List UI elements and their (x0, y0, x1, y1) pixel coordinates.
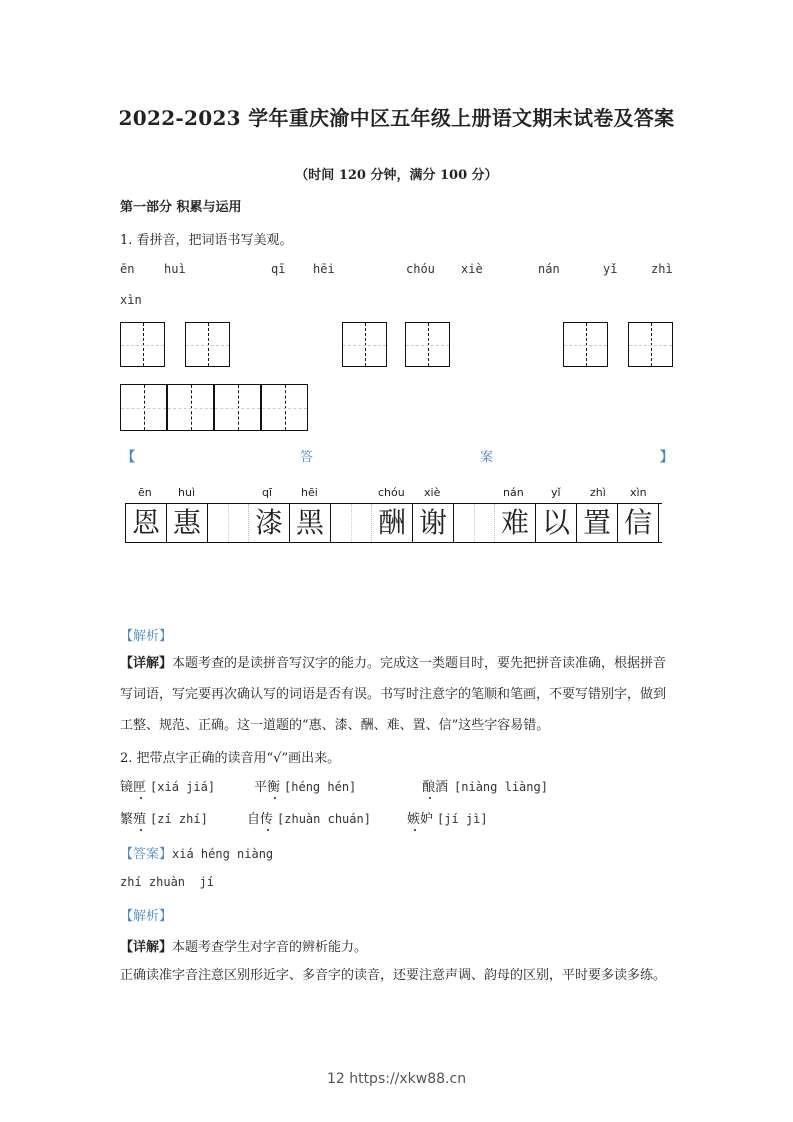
pinyin: huì (164, 262, 186, 276)
question-1-prompt: 1. 看拼音，把词语书写美观。 (120, 233, 293, 248)
pinyin: ēn (120, 262, 135, 276)
answer-char: 黑 (290, 504, 331, 542)
answer-pinyin: huì (178, 486, 195, 499)
pinyin: zhì (651, 262, 673, 276)
writing-box (185, 322, 230, 367)
pinyin: nán (538, 262, 560, 276)
answer-pinyin: ēn (138, 486, 152, 499)
pinyin: chóu (406, 262, 435, 276)
writing-box (563, 322, 608, 367)
writing-box (405, 322, 450, 367)
answer-bracket-close: 】 (660, 450, 674, 465)
dotted-char: 传 (260, 812, 274, 827)
dotted-char: 酿 (422, 780, 436, 795)
section-heading: 第一部分 积累与运用 (120, 200, 242, 215)
q2-answer (120, 843, 273, 862)
writing-box (120, 384, 167, 431)
writing-box (342, 322, 387, 367)
pinyin: qī (271, 262, 286, 276)
detail-label: 【详解】 (120, 656, 173, 671)
document-title: 2022-2023 学年重庆渝中区五年级上册语文期末试卷及答案 (118, 106, 675, 130)
spacer-cell (208, 504, 249, 542)
pinyin: xiè (461, 262, 483, 276)
answer-label: 【答案】 (120, 847, 173, 862)
page-footer: 12 https://xkw88.cn (326, 1071, 467, 1087)
option-item: 酿酒 [niàng liàng] (422, 780, 548, 795)
dotted-char: 殖 (133, 812, 147, 827)
q1-detail (120, 648, 675, 741)
detail-text: 本题考查学生对字音的辨析能力。 (172, 940, 368, 955)
pinyin-options: [jí jì] (437, 812, 488, 826)
answer-pinyin: hēi (301, 486, 318, 499)
dotted-char: 衡 (267, 780, 281, 795)
dotted-char: 匣 (133, 780, 147, 795)
spacer-cell (454, 504, 495, 542)
pinyin: hēi (313, 262, 335, 276)
spacer-cell (331, 504, 372, 542)
writing-box (628, 322, 673, 367)
answer-text-line2: zhí zhuàn jí (120, 875, 214, 889)
answer-char: 置 (577, 504, 618, 542)
answer-grid (125, 503, 662, 543)
answer-label-char: 案 (480, 450, 494, 465)
answer-char: 恩 (126, 504, 167, 542)
writing-box (167, 384, 214, 431)
option-item: 嫉妒 [jí jì] (407, 812, 488, 827)
question-2-prompt: 2. 把带点字正确的读音用“√”画出来。 (120, 751, 341, 766)
option-item: 平衡 [héng hén] (254, 780, 357, 795)
answer-char: 以 (536, 504, 577, 542)
option-item: 繁殖 [zí zhí] (120, 812, 208, 827)
dotted-char: 嫉 (407, 812, 421, 827)
detail-text: 本题考查的是读拼音写汉字的能力。完成这一类题目时，要先把拼音读准确，根据拼音写词语，写完要再次确认写的词语是否有误。书写时注意字的笔顺和笔画，不要写错别字，做到工整、规范、正确。这一道题的“惠、漆、酬、难、置、信”这些字容易错。 (120, 656, 667, 733)
writing-box (214, 384, 261, 431)
analysis-label: 【解析】 (120, 909, 173, 924)
answer-char: 难 (495, 504, 536, 542)
answer-pinyin: chóu (378, 486, 405, 499)
pinyin-options: [zhuàn chuán] (277, 812, 371, 826)
answer-char: 漆 (249, 504, 290, 542)
answer-char: 惠 (167, 504, 208, 542)
answer-bracket-open: 【 (122, 450, 136, 465)
q2-detail-2: 正确读准字音注意区别形近字、多音字的读音，还要注意声调、韵母的区别，平时要多读多练。 (120, 968, 667, 983)
answer-pinyin: xìn (630, 486, 647, 499)
answer-pinyin: qī (262, 486, 273, 499)
option-item: 自传 [zhuàn chuán] (247, 812, 371, 827)
writing-box (120, 322, 165, 367)
writing-box (261, 384, 308, 431)
detail-label: 【详解】 (120, 940, 173, 955)
pinyin-options: [niàng liàng] (454, 780, 548, 794)
pinyin-options: [xiá jiá] (150, 780, 216, 794)
pinyin: yǐ (603, 262, 618, 276)
pinyin-options: [héng hén] (284, 780, 357, 794)
answer-pinyin: zhì (590, 486, 606, 499)
option-item: 镜匣 [xiá jiá] (120, 780, 216, 795)
answer-pinyin: yǐ (551, 486, 561, 499)
q2-detail (120, 936, 367, 955)
answer-label-char: 答 (300, 450, 314, 465)
exam-info: （时间 120 分钟，满分 100 分） (295, 168, 498, 183)
answer-char: 信 (618, 504, 659, 542)
pinyin: xìn (120, 293, 142, 307)
answer-char: 酬 (372, 504, 413, 542)
answer-text: xiá héng niàng (172, 847, 274, 861)
answer-pinyin: xiè (424, 486, 441, 499)
analysis-label: 【解析】 (120, 629, 173, 644)
answer-char: 谢 (413, 504, 454, 542)
answer-pinyin: nán (503, 486, 524, 499)
pinyin-options: [zí zhí] (150, 812, 208, 826)
